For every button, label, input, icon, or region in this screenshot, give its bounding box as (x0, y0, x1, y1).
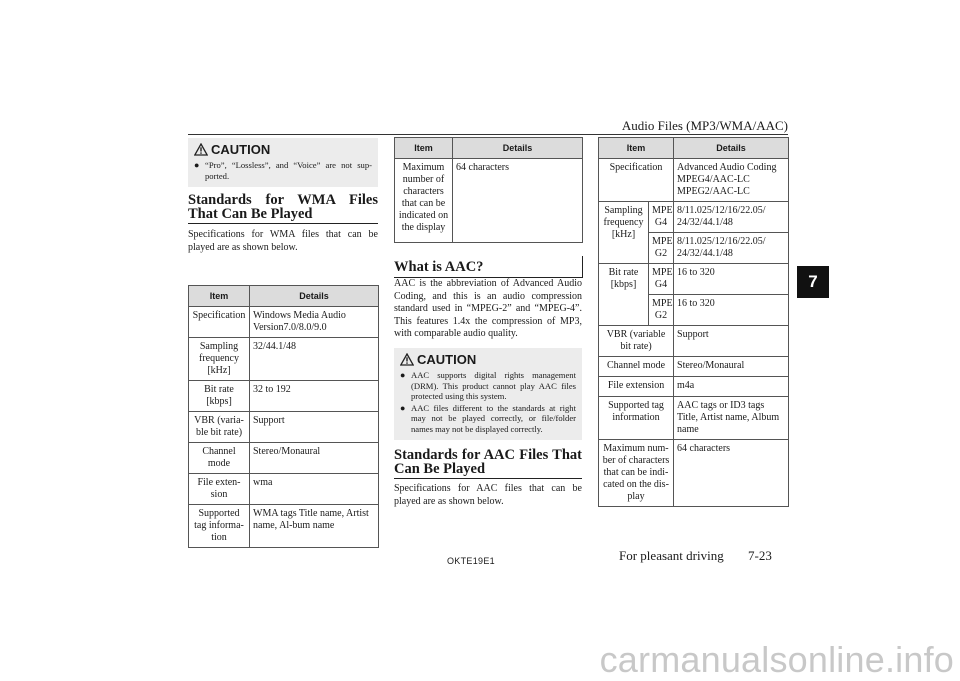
caution-box-aac (394, 348, 582, 440)
paragraph-wma-intro: Specifications for WMA files that can be played are as shown below. (188, 229, 378, 253)
header-rule (188, 134, 788, 135)
table-row: Maximum number of characters that can be indicated on the display 64 characters (395, 159, 583, 243)
table-row: Channel mode Stereo/Monaural (189, 443, 379, 474)
page-number: 7-23 (748, 548, 772, 563)
document-code: OKTE19E1 (447, 556, 495, 566)
table-header-item: Item (189, 286, 250, 307)
table-row: File exten-sion wma (189, 474, 379, 505)
caution-box-pro-lossless (188, 138, 378, 187)
footer-section-name: For pleasant driving (619, 548, 724, 563)
paragraph-aac-description: AAC is the abbreviation of Advanced Audio Coding, and this is an audio compression standard used in “MPEG-2” and “MPEG-4”. This features 1.4x the compression of MP3, with comparable audio quality. (394, 278, 582, 339)
table-header-details: Details (453, 138, 583, 159)
table-row: Specification Windows Media Audio Version7.0/8.0/9.0 (189, 307, 379, 338)
table-header-details: Details (250, 286, 379, 307)
table-row: Maximum num-ber of characters that can be indi-cated on the dis-play 64 characters (599, 440, 789, 507)
heading-aac-standards: Standards for AAC Files That Can Be Played (394, 447, 582, 477)
caution-label: CAUTION (211, 142, 271, 157)
table-row: VBR (varia-ble bit rate) Support (189, 412, 379, 443)
table-header-item: Item (395, 138, 453, 159)
table-header-details: Details (674, 138, 789, 159)
warning-triangle-icon (194, 143, 208, 156)
table-row: VBR (variable bit rate) Support (599, 326, 789, 357)
heading-what-is-aac: What is AAC? (394, 256, 583, 278)
heading-wma-standards: Standards for WMA Files That Can Be Played (188, 192, 378, 222)
caution-label: CAUTION (417, 352, 477, 367)
table-row: Bit rate [kbps] MPE G4 16 to 320 (599, 264, 789, 295)
caution-item: ● AAC files different to the standards at right may not be played correctly, or file/folder names may not be displayed correctly. (400, 402, 576, 434)
table-header-item: Item (599, 138, 674, 159)
caution-item: ● AAC supports digital rights management (DRM). This product cannot play AAC files protected using this system. (400, 370, 576, 401)
table-row: MPE G2 16 to 320 (599, 295, 789, 326)
table-row: Sampling frequency [kHz] 32/44.1/48 (189, 338, 379, 381)
caution-item: ● “Pro”, “Lossless”, and “Voice” are not sup-ported. (194, 160, 372, 181)
table-row: Bit rate [kbps] 32 to 192 (189, 381, 379, 412)
table-row: Sampling frequency [kHz] MPE G4 8/11.025/12/16/22.05/ 24/32/44.1/48 (599, 202, 789, 233)
table-row: MPE G2 8/11.025/12/16/22.05/ 24/32/44.1/48 (599, 233, 789, 264)
running-header-title: Audio Files (MP3/WMA/AAC) (621, 118, 788, 133)
table-row: Channel mode Stereo/Monaural (599, 357, 789, 377)
table-row: Specification Advanced Audio Coding MPEG4/AAC-LC MPEG2/AAC-LC (599, 159, 789, 202)
watermark-text: carmanualsonline.info (599, 639, 954, 680)
warning-triangle-icon (400, 353, 414, 366)
wma-spec-table-continued (394, 137, 583, 243)
chapter-tab: 7 (797, 266, 829, 298)
table-row: Supported tag information AAC tags or ID3 tags Title, Artist name, Album name (599, 397, 789, 440)
paragraph-aac-intro: Specifications for AAC files that can be played are as shown below. (394, 483, 582, 507)
table-row: File extension m4a (599, 377, 789, 397)
table-row: Supported tag informa-tion WMA tags Title name, Artist name, Al-bum name (189, 505, 379, 548)
wma-spec-table (188, 285, 379, 548)
aac-spec-table (598, 137, 789, 507)
